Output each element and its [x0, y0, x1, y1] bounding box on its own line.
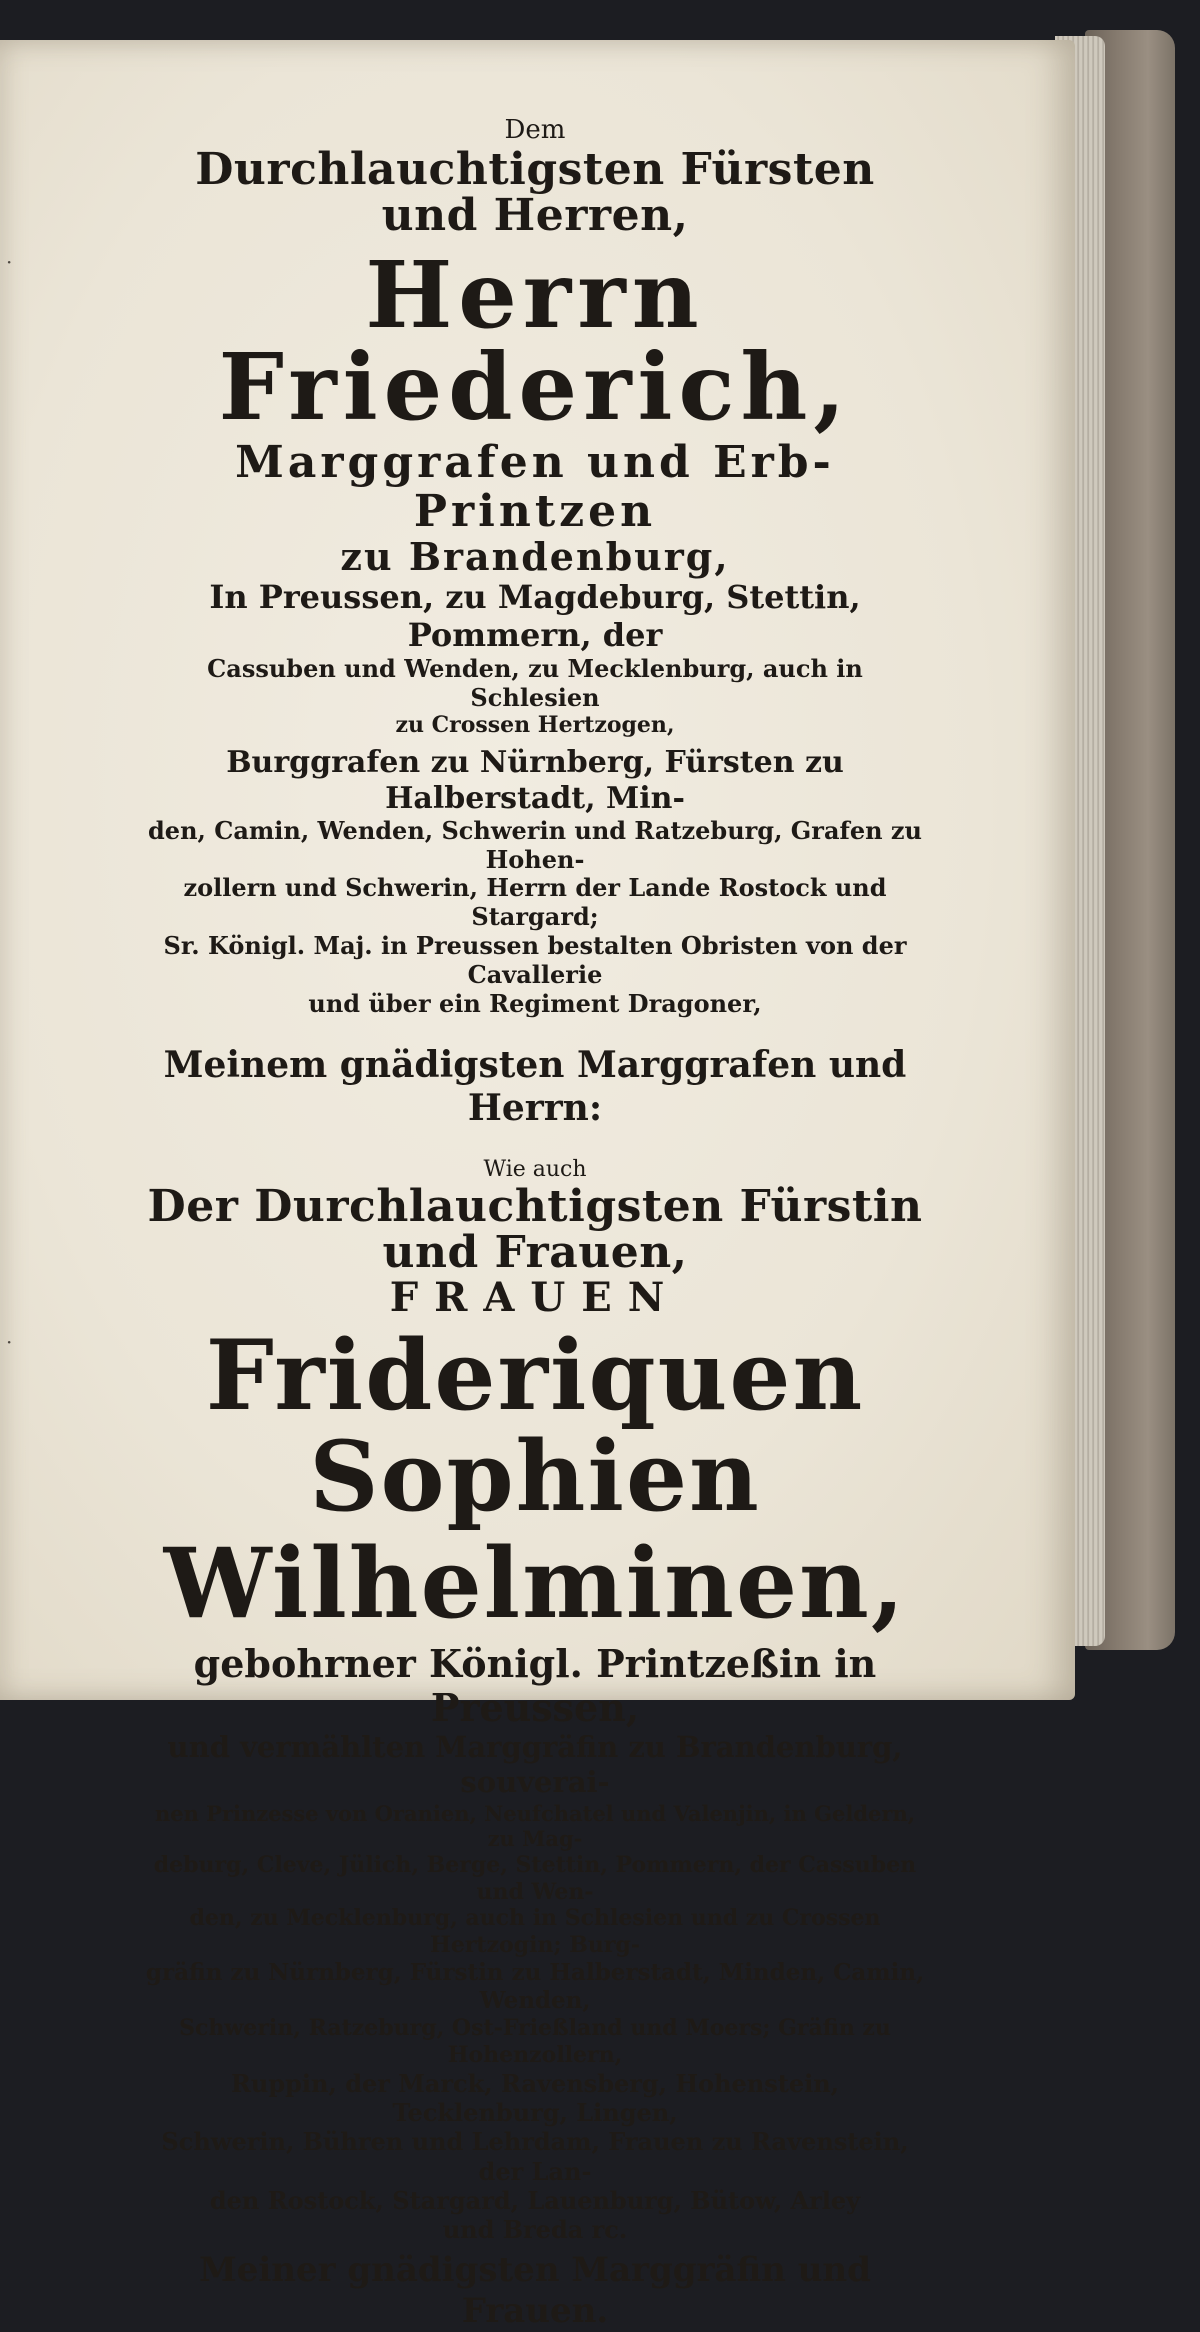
dedication-body-line: Ruppin, der Marck, Ravensberg, Hohenstein, Tecklenburg, Lingen, [230, 2068, 840, 2128]
dedication-titles-line: zu Crossen Hertzogen, [395, 712, 675, 739]
dedication-line-frauen: FRAUEN [389, 1274, 681, 1322]
dedication-line-durchlauchtigsten-frau: Der Durchlauchtigsten Fürstin und Frauen, [147, 1180, 923, 1278]
dedication-titles-line: Cassuben und Wenden, zu Mecklenburg, auch in Schlesien [207, 653, 863, 712]
dedication-titles-line: Sr. Königl. Maj. in Preussen bestalten Obristen von der Cavallerie [163, 930, 907, 989]
dedication-address-marggraf: Meinem gnädigsten Marggrafen und Herrn: [163, 1044, 907, 1130]
dedication-body-line: und Breda rc. [442, 2215, 628, 2245]
dedication-titles-line: und über ein Regiment Dragoner, [308, 988, 762, 1018]
dedication-line-durchlauchtigsten-herr: Durchlauchtigsten Fürsten und Herren, [195, 144, 875, 242]
dedication-line-dem: Dem [504, 115, 566, 145]
dedication-titles-line: In Preussen, zu Magdeburg, Stettin, Pommern, der [209, 577, 861, 655]
dedication-body-line: deburg, Cleve, Jülich, Berge, Stettin, Pommern, der Cassuben und Wen- [153, 1851, 917, 1905]
dedication-line-wie-auch: Wie auch [483, 1156, 587, 1182]
dedication-body-line: Schwerin, Bühren und Lehrdam, Frauen zu Ravenstein, der Lan- [161, 2127, 909, 2186]
dedication-name-wilhelminen: Wilhelminen, [163, 1526, 907, 1640]
dedication-body-line: gräfin zu Nürnberg, Fürstin zu Halberstadt, Minden, Camin, Wenden, [145, 1959, 925, 2015]
dedication-address-marggraefin: Meiner gnädigsten Marggräfin und Frauen. [199, 2250, 871, 2332]
dedication-line-zu-brandenburg: zu Brandenburg, [340, 534, 730, 580]
dedication-line-marggrafen: Marggrafen und Erb-Printzen [235, 437, 835, 537]
dedication-name-friederich: Herrn Friederich, [218, 241, 852, 442]
dedication-titles-line: den, Camin, Wenden, Schwerin und Ratzeburg, Grafen zu Hohen- [148, 815, 922, 874]
dedication-body-line: den Rostock, Stargard, Lauenburg, Bütow, Arley [209, 2185, 861, 2215]
dedication-titles-line: Burggrafen zu Nürnberg, Fürsten zu Halberstadt, Min- [226, 744, 844, 816]
dedication-body-line: Schwerin, Ratzeburg, Ost-Frießland und Moers; Gräfin zu Hohenzollern, [179, 2015, 891, 2069]
dedication-text [140, 75, 930, 2332]
dedication-name-frideriquen-sophien: Frideriquen Sophien [205, 1319, 865, 1533]
page-edge-mark: · [6, 250, 13, 274]
dedication-body-line: und vermählten Marggräfin zu Brandenburg, souverai- [167, 1729, 903, 1800]
dedication-line-gebohrner: gebohrner Königl. Printzeßin in Preussen, [193, 1641, 877, 1731]
dedication-body-line: den, zu Mecklenburg, auch in Schlesien und zu Crossen Hertzogin; Burg- [189, 1905, 881, 1959]
page-edge-mark: · [6, 1330, 13, 1354]
dedication-titles-line: zollern und Schwerin, Herrn der Lande Rostock und Stargard; [183, 873, 887, 932]
dedication-body-line: nen Prinzesse von Oranien, Neufchatel und Valenjin, in Geldern, zu Mag- [154, 1800, 916, 1852]
